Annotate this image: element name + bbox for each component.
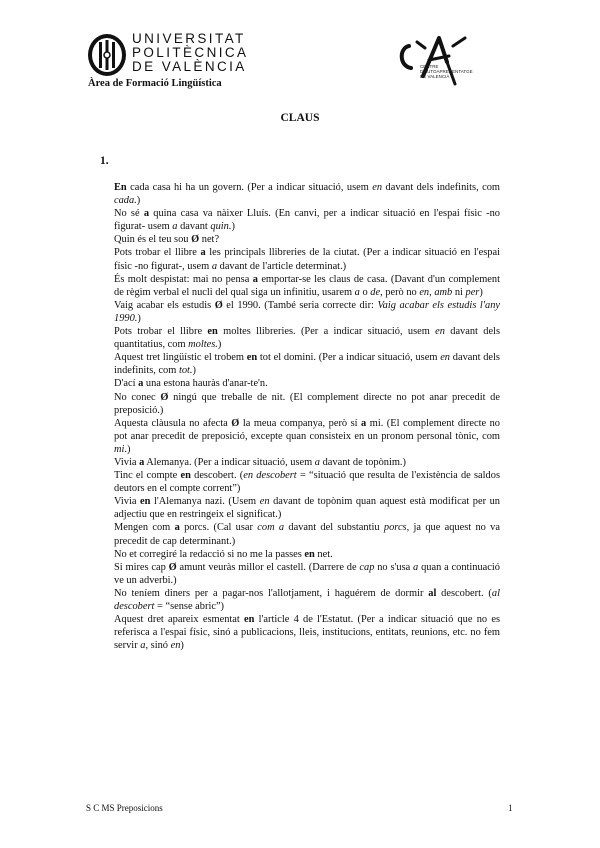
italic-term: a [354,286,360,298]
item-text: ) [479,286,483,298]
key-preposition: en [140,496,151,508]
key-preposition: a [143,208,150,220]
item-text: Vaig acabar els estudis [114,299,215,311]
item-text: la meua companya, però sí [239,417,362,429]
item-text: No teníem diners per a pagar-nos l'allotjament, i haguérem de dormir [114,587,429,599]
italic-term: en [170,640,181,652]
key-preposition: al [428,587,437,599]
item-text: davant de l'article determinat.) [217,260,347,272]
item-text: Aquest dret apareix esmentat [114,614,245,626]
item-text: porcs. (Cal usar [179,522,258,534]
italic-term: de [370,286,381,298]
key-preposition: En [114,182,127,193]
italic-term: tot. [178,365,193,377]
key-preposition: Ø [168,561,177,573]
italic-term: al descobert [114,587,500,612]
page-number: 1 [508,803,513,813]
item-text: Mengen com [114,522,175,534]
section-number: 1. [100,155,109,167]
self-learning-centre-logo-icon [395,32,505,92]
italic-term: en [435,326,445,338]
item-text: cada casa hi ha un govern. (Per a indicar situació, usem [126,182,373,193]
item-text: una estona hauràs d'anar-te'n. [143,378,268,390]
italic-term: en [440,352,450,364]
university-seal-icon [86,32,128,78]
italic-term: quin. [210,221,232,233]
answer-item [114,587,500,613]
item-text: tot el domini. (Per a indicar situació, usem [257,352,441,364]
item-text: = “sense abric”) [154,601,225,612]
key-preposition: a [200,247,206,259]
key-preposition: en [304,548,315,560]
answer-item [114,561,500,587]
key-preposition: Ø [214,299,223,311]
item-text: moltes llibreries. (Per a indicar situació, usem [217,326,436,338]
answer-item [114,233,500,246]
item-text: davant dels indefinits, com [382,182,501,193]
item-text: Aquesta clàusula no afecta [114,417,232,429]
key-preposition: a [252,273,258,285]
item-text: ) [180,640,184,652]
footer-doc-name: S C MS Preposicions [86,803,163,813]
item-text: , sinó [145,640,171,652]
italic-term: en descobert [243,470,297,482]
key-preposition: a [139,456,145,468]
italic-term: porcs [383,522,407,534]
item-text: ) [137,312,141,324]
item-text: amunt veuràs millor el castell. (Darrere de [176,561,360,573]
answer-item [114,521,500,547]
key-preposition: Ø [231,417,240,429]
item-text: ) [231,221,235,233]
item-text: Quin és el teu sou [114,234,192,246]
answer-item [114,417,500,456]
italic-term: a [413,561,419,573]
item-text: davant de topònim.) [320,456,406,468]
item-text: Alemanya. (Per a indicar situació, usem [144,456,315,468]
item-text: D'ací [114,378,139,390]
answer-item [114,273,500,299]
answer-item [114,181,500,207]
item-text: Pots trobar el llibre [114,326,208,338]
key-preposition: Ø [191,234,200,246]
answer-item [114,548,500,561]
key-preposition: en [246,352,258,364]
item-text: ) [217,339,222,351]
item-text: Si mires cap [114,561,169,573]
item-text: És molt despistat: mai no pensa [114,273,253,285]
italic-term: cada. [114,195,137,207]
item-text: ) [192,365,196,377]
italic-term: a [314,456,320,468]
italic-term: moltes. [188,339,218,351]
item-text: No et corregiré la redacció si no me la passes [114,548,305,560]
answer-list [114,181,500,652]
area-name: Àrea de Formació Lingüística [88,78,222,89]
item-text: Pots trobar el llibre [114,247,201,259]
answer-item [114,469,500,495]
university-line-2: POLITÈCNICA [132,45,249,60]
item-text: , ja que aquest no va precedit de cap determinant.) [114,522,500,547]
key-preposition: en [244,614,255,626]
item-text: ni [452,286,466,298]
italic-term: a [140,640,146,652]
answer-item [114,351,500,377]
answer-item [114,377,500,390]
item-text: l'article 4 de l'Estatut. (Per a indicar situació que no es referisca a l'espai físic, sinó a publicacions, lleis, institucions, entitats, reunions, etc. no fem servir [114,614,500,652]
italic-term: com a [257,522,285,534]
item-text: descobert. ( [436,587,492,599]
italic-term: cap [359,561,375,573]
answer-item [114,207,500,233]
item-text: o [359,286,371,298]
university-name [132,32,248,74]
italic-term: mi [114,443,125,455]
item-text: no s'usa [374,561,414,573]
answer-item [114,456,500,469]
answer-item [114,246,500,272]
italic-term: a [172,221,178,233]
item-text: mi. (El complement directe no pot anar precedit de preposició, excepte quan consisteix en un pronom personal tònic, com [114,417,500,442]
page-title: CLAUS [280,112,320,124]
italic-term: en [259,496,270,508]
item-text: el 1990. (També seria correcte dir: [222,299,378,311]
key-preposition: en [207,326,218,338]
item-text: Aquest tret lingüístic el trobem [114,352,247,364]
answer-item [114,495,500,521]
italic-term: en [372,182,383,193]
key-preposition: a [138,378,144,390]
item-text: quina casa va nàixer Lluís. (En canvi, per a indicar situació en l'espai físic -no figurat- usem [114,208,500,233]
item-text: Vivia [114,456,140,468]
item-text: ) [136,195,141,207]
answer-item [114,391,500,417]
item-text: quan a continuació ve un adverbi.) [114,561,500,586]
university-line-1: UNIVERSITAT [132,31,246,46]
key-preposition: a [361,417,367,429]
item-text: ningú que treballe de nit. (El complement directe no pot anar precedit de preposició.) [114,391,500,416]
item-text: davant [177,221,211,233]
key-preposition: Ø [160,391,169,403]
italic-term: Vaig acabar els estudis l'any 1990. [114,299,500,324]
item-text: davant del substantiu [284,522,384,534]
item-text: davant dels quantitatius, com [114,326,500,351]
item-text: davant dels indefinits, com [114,352,500,377]
item-text: Vivia [114,496,141,508]
logo-caption: CENTRE D'AUTOAPRENENTATGE DE VALENCIÀ [420,64,473,79]
item-text: Tinc el compte [114,470,181,482]
italic-term: en, amb [419,286,453,298]
item-text: emportar-se les claus de casa. (Davant d'un complement de règim verbal el nucli del qual siga un infinitiu, usarem [114,273,500,298]
item-text: = “situació que resulta de l'existència de saldos deutors en el compte corrent”) [114,470,500,495]
item-text: net. [314,548,333,560]
item-text: .) [124,443,131,455]
item-text: net? [199,234,220,246]
answer-item [114,325,500,351]
italic-term: a [211,260,218,272]
item-text: No sé [114,208,144,220]
key-preposition: en [180,470,191,482]
item-text: descobert. ( [190,470,244,482]
item-text: davant de topònim quan aquest està modificat per un adjectiu que en restringeix el significat.) [114,496,500,521]
item-text: l'Alemanya nazi. (Usem [150,496,260,508]
key-preposition: a [174,522,180,534]
answer-item [114,613,500,652]
answer-item [114,299,500,325]
item-text: les principals llibreries de la ciutat. (Per a indicar situació en l'espai físic -no figurat-, usem [114,247,500,272]
university-line-3: DE VALÈNCIA [132,59,247,74]
item-text: No conec [114,391,161,403]
item-text: , però no [380,286,420,298]
italic-term: per [465,286,480,298]
